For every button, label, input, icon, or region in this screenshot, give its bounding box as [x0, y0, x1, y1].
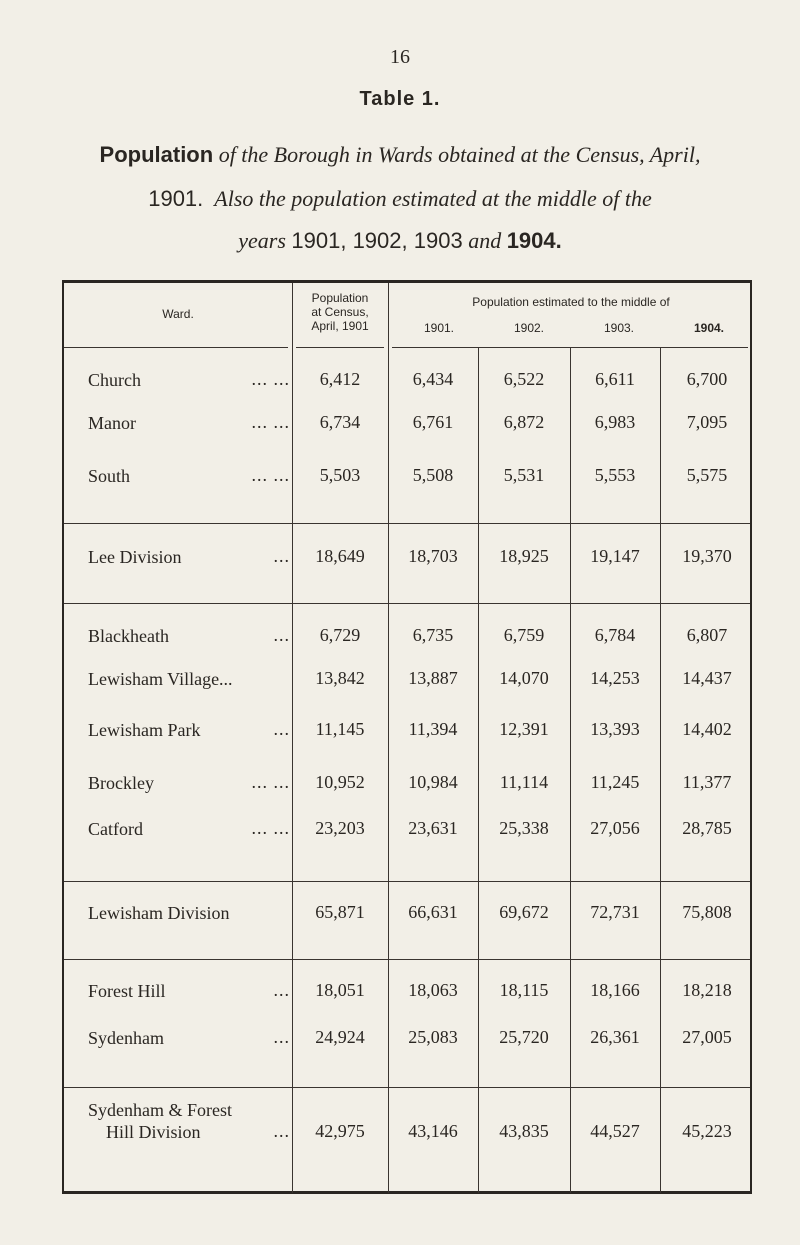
- population-value: 6,412: [319, 369, 361, 389]
- population-value: 14,402: [682, 719, 732, 739]
- population-value: 11,394: [408, 719, 458, 739]
- population-value: 6,759: [503, 625, 545, 645]
- population-value: 13,842: [315, 668, 365, 688]
- header-year-1903: 1903.: [603, 321, 635, 335]
- leader-dots: ...: [273, 546, 290, 566]
- population-value: 6,734: [319, 412, 361, 432]
- population-value: 65,871: [315, 902, 365, 922]
- ward-name: Manor: [88, 413, 136, 433]
- population-value: 44,527: [590, 1121, 640, 1141]
- population-value: 28,785: [682, 818, 732, 838]
- caption-italic-2: Also the population estimated at the middle of the: [214, 186, 652, 211]
- population-value: 72,731: [590, 902, 640, 922]
- population-value: 18,703: [408, 546, 458, 566]
- population-value: 24,924: [315, 1027, 365, 1047]
- ward-name: Lewisham Division: [88, 903, 230, 923]
- population-value: 27,056: [590, 818, 640, 838]
- section-rule-2: [64, 603, 750, 604]
- leader-dots: ... ...: [251, 465, 290, 485]
- population-value: 5,508: [412, 465, 454, 485]
- ward-name-line1: Sydenham & Forest: [88, 1100, 232, 1120]
- population-value: 6,700: [686, 369, 728, 389]
- section-rule-4: [64, 959, 750, 960]
- caption-line-2: [0, 186, 800, 212]
- ward-name: Sydenham: [88, 1028, 164, 1048]
- population-value: 6,784: [594, 625, 636, 645]
- ward-name: Catford: [88, 819, 143, 839]
- ward-name: Forest Hill: [88, 981, 166, 1001]
- caption-italic-3a: years: [238, 228, 286, 253]
- leader-dots: ...: [273, 719, 290, 739]
- population-value: 7,095: [686, 412, 728, 432]
- header-rule-census: [296, 347, 384, 348]
- caption-italic-3b: and: [468, 228, 502, 253]
- population-value: 6,434: [412, 369, 454, 389]
- header-census-line1: Population: [311, 291, 369, 305]
- ward-name: Brockley: [88, 773, 154, 793]
- population-value: 6,807: [686, 625, 728, 645]
- population-table: [62, 280, 752, 1194]
- population-value: 18,166: [590, 980, 640, 1000]
- header-year-1901: 1901.: [423, 321, 455, 335]
- population-value: 11,145: [315, 719, 365, 739]
- caption-years: 1901, 1902, 1903: [291, 228, 463, 253]
- leader-dots: ...: [273, 625, 290, 645]
- population-value: 18,063: [408, 980, 458, 1000]
- population-value: 18,115: [499, 980, 549, 1000]
- population-value: 18,649: [315, 546, 365, 566]
- leader-dots: ...: [273, 1027, 290, 1047]
- population-value: 42,975: [315, 1121, 365, 1141]
- population-value: 66,631: [408, 902, 458, 922]
- population-value: 25,720: [499, 1027, 549, 1047]
- population-value: 5,575: [686, 465, 728, 485]
- population-value: 43,835: [499, 1121, 549, 1141]
- leader-dots: ...: [273, 1121, 290, 1141]
- population-value: 6,735: [412, 625, 454, 645]
- population-value: 69,672: [499, 902, 549, 922]
- population-value: 14,437: [682, 668, 732, 688]
- ward-name: Lewisham Village...: [88, 669, 233, 689]
- ward-name: Blackheath: [88, 626, 169, 646]
- header-year-1902: 1902.: [513, 321, 545, 335]
- population-value: 5,553: [594, 465, 636, 485]
- page-number: 16: [390, 46, 410, 68]
- population-value: 25,083: [408, 1027, 458, 1047]
- ward-name: [88, 1099, 232, 1143]
- population-value: 6,983: [594, 412, 636, 432]
- population-value: 13,887: [408, 668, 458, 688]
- population-value: 5,503: [319, 465, 361, 485]
- table-title: Table 1.: [359, 88, 441, 110]
- leader-dots: ... ...: [251, 818, 290, 838]
- caption-line-3: [0, 228, 800, 254]
- population-value: 6,872: [503, 412, 545, 432]
- population-value: 18,925: [499, 546, 549, 566]
- leader-dots: ...: [273, 980, 290, 1000]
- population-value: 6,729: [319, 625, 361, 645]
- caption-italic-1: of the Borough in Wards obtained at the Census, April,: [218, 142, 701, 167]
- column-divider-5: [660, 347, 661, 1193]
- population-value: 13,393: [590, 719, 640, 739]
- ward-name-line2: Hill Division: [106, 1122, 201, 1142]
- header-census: [292, 291, 388, 333]
- caption-last-year: 1904.: [506, 228, 562, 253]
- header-ward: Ward.: [162, 307, 194, 321]
- ward-name: Lewisham Park: [88, 720, 201, 740]
- population-value: 18,218: [682, 980, 732, 1000]
- population-value: 6,522: [503, 369, 545, 389]
- ward-name: South: [88, 466, 131, 486]
- header-year-1904: 1904.: [693, 321, 725, 335]
- population-value: 43,146: [408, 1121, 458, 1141]
- ward-name: Church: [88, 370, 141, 390]
- population-value: 45,223: [682, 1121, 732, 1141]
- leader-dots: ... ...: [251, 772, 290, 792]
- header-census-line3: April, 1901: [311, 319, 369, 333]
- leader-dots: ... ...: [251, 369, 290, 389]
- population-value: 19,370: [682, 546, 732, 566]
- section-rule-1: [64, 523, 750, 524]
- population-value: 19,147: [590, 546, 640, 566]
- ward-name: Lee Division: [88, 547, 182, 567]
- population-value: 75,808: [682, 902, 732, 922]
- population-value: 18,051: [315, 980, 365, 1000]
- population-value: 11,114: [499, 772, 549, 792]
- caption-bold-word: Population: [99, 142, 214, 167]
- header-census-line2: at Census,: [311, 305, 369, 319]
- population-value: 25,338: [499, 818, 549, 838]
- header-estimated: Population estimated to the middle of: [472, 295, 670, 309]
- population-value: 10,984: [408, 772, 458, 792]
- population-value: 23,203: [315, 818, 365, 838]
- population-value: 6,761: [412, 412, 454, 432]
- leader-dots: ... ...: [251, 412, 290, 432]
- population-value: 27,005: [682, 1027, 732, 1047]
- population-value: 5,531: [503, 465, 545, 485]
- caption-year: 1901.: [148, 186, 204, 211]
- population-value: 11,377: [682, 772, 732, 792]
- population-value: 23,631: [408, 818, 458, 838]
- population-value: 10,952: [315, 772, 365, 792]
- section-rule-3: [64, 881, 750, 882]
- population-value: 14,253: [590, 668, 640, 688]
- section-rule-5: [64, 1087, 750, 1088]
- population-value: 14,070: [499, 668, 549, 688]
- population-value: 26,361: [590, 1027, 640, 1047]
- column-divider-1: [292, 283, 293, 1193]
- caption-line-1: [0, 142, 800, 168]
- population-value: 6,611: [595, 369, 635, 389]
- population-value: 11,245: [590, 772, 640, 792]
- population-value: 12,391: [499, 719, 549, 739]
- header-rule-ward: [64, 347, 288, 348]
